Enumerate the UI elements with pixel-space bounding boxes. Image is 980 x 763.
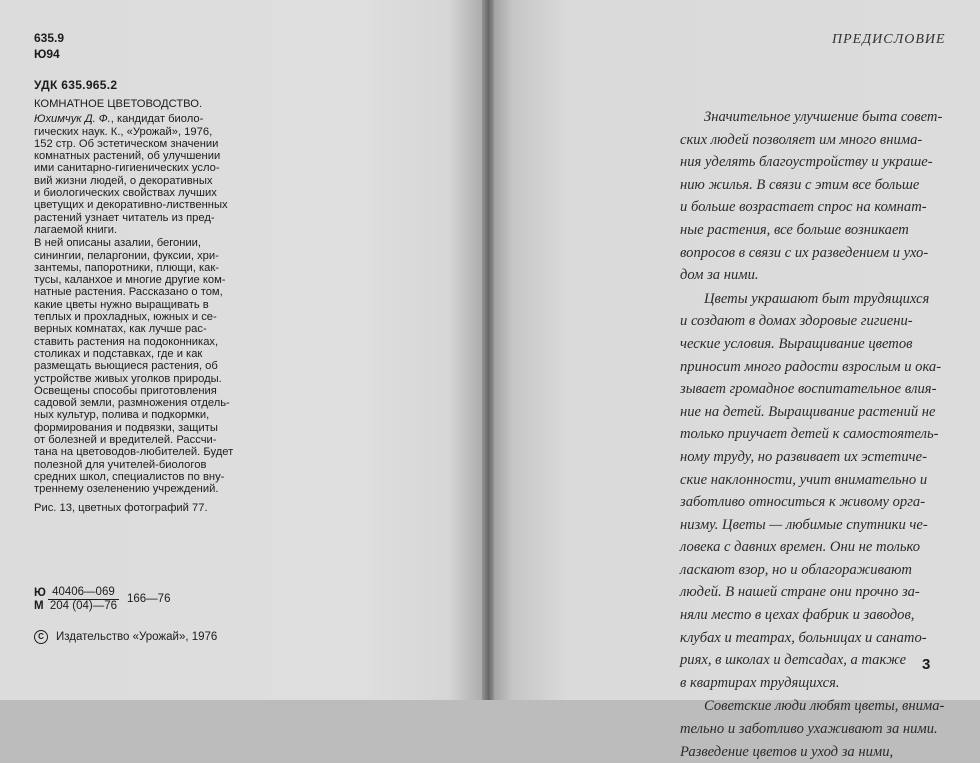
preface-line: ния уделять благоустройству и украше- [680,154,933,171]
copyright-text: Издательство «Урожай», 1976 [56,631,218,643]
preface-line: заботливо относиться к живому орга- [680,494,926,511]
code-fraction [48,586,119,613]
annotation-line: синингии, пеларгонии, фуксии, хри- [34,249,219,262]
preface-line: Значительное улучшение быта совет- [704,109,943,125]
code-suffix: 166—76 [126,593,171,605]
preface-line: ние на детей. Выращивание растений не [680,403,936,420]
preface-line: клубах и театрах, больницах и санато- [680,629,927,646]
preface-line: Разведение цветов и уход за ними, [680,743,894,760]
preface-line: ловека с давних времен. Они не только [680,539,921,556]
annotation-line: цветущих и декоративно-лиственных [34,199,228,212]
annotation-line: средних школ, специалистов по вну- [34,470,225,483]
preface-line: ласкают взор, но и облагораживают [680,561,912,578]
preface-line: только приучает детей к самостоятель- [680,426,939,443]
annotation-line: вий жизни людей, о декоративных [34,174,213,187]
annotation-line: столиках и подставках, где и как [34,347,203,360]
udk-code: УДК 635.965.2 [34,78,118,92]
annotation-line: ставить растения на подоконниках, [34,335,219,348]
annotation-line: треннему озеленению учреждений. [34,483,219,496]
author-mark: Ю94 [34,47,60,61]
preface-line: ческие условия. Выращивание цветов [680,335,913,352]
preface-line: нию жилья. В связи с этим все больше [680,176,920,193]
preface-line: вопросов в связи с их разведением и ухо- [680,244,929,261]
preface-line: Цветы украшают быт трудящихся [704,290,930,307]
preface-line: ному труду, но развивает их эстетиче- [680,448,927,465]
code-letter-top: Ю [34,586,46,599]
copyright-icon: C [34,630,48,644]
annotation-line: 152 стр. Об эстетическом значении [34,137,219,150]
annotation-line: лагаемой книги. [34,223,118,236]
annotation-line: верных комнатах, как лучше рас- [34,323,207,336]
preface-line: и больше возрастает спрос на комнат- [680,199,927,216]
annotation-line: от болезней и вредителей. Рассчи- [34,434,217,447]
left-page [0,0,488,700]
annotation-line: натные растения. Рассказано о том, [34,286,223,299]
preface-line: тельно и заботливо ухаживают за ними. [680,721,938,738]
copyright-line [34,630,217,644]
preface-line: дом за ними. [680,267,759,284]
annotation-line: какие цветы нужно выращивать в [34,298,209,311]
annotation-line: В ней описаны азалии, бегонии, [34,237,202,250]
preface-line: приносит много радости взрослым и ока- [680,358,942,375]
annotation-line: Освещены способы приготовления [34,384,217,397]
code-letter-bottom: М [34,599,44,612]
annotation-line: теплых и прохладных, южных и се- [34,311,217,324]
classification-codes [34,30,64,62]
publication-code [34,586,170,613]
annotation-line: тана на цветоводов-любителей. Будет [34,446,234,459]
preface-text [680,106,945,763]
annotation-line: ных культур, полива и подкормки, [34,409,210,422]
annotation-line: Юхимчук Д. Ф., кандидат биоло- [34,113,204,126]
preface-line: ских людей позволяет им много внима- [680,131,923,148]
annotation-line: и биологических свойствах лучших [34,187,217,200]
preface-line: в квартирах трудящихся. [680,674,840,691]
annotation-line: растений узнает читатель из пред- [34,211,215,224]
running-head: ПРЕДИСЛОВИЕ [832,32,946,47]
preface-line: зывает громадное воспитательное влия- [680,381,937,398]
annotation-line: устройстве живых уголков природы. [34,372,222,385]
annotation-line: комнатных растений, об улучшении [34,150,221,163]
annotation [34,98,234,514]
preface-line: низму. Цветы — любимые спутники че- [680,516,928,533]
code-denominator: 204 (04)—76 [49,600,117,612]
figures-note: Рис. 13, цветных фотографий 77. [34,501,208,514]
annotation-line: размещать вьющиеся растения, об [34,360,218,373]
preface-line: и создают в домах здоровые гигиени- [680,313,913,330]
annotation-line: полезной для учителей-биологов [34,458,207,471]
preface-line: ные растения, все больше возникает [680,221,909,238]
book-title: КОМНАТНОЕ ЦВЕТОВОДСТВО. [34,98,203,110]
annotation-line: тусы, каланхое и многие другие ком- [34,274,226,287]
annotation-line: ими санитарно-гигиенических усло- [34,162,220,175]
preface-line: Советские люди любят цветы, внима- [704,698,945,715]
page-number: 3 [922,656,931,673]
preface-line: ские наклонности, учит внимательно и [680,471,928,488]
preface-line: няли место в цехах фабрик и заводов, [680,607,915,624]
annotation-line: гических наук. К., «Урожай», 1976, [34,125,213,138]
preface-line: людей. В нашей стране они прочно за- [680,584,920,601]
classification-code: 635.9 [34,31,65,45]
preface-line: риях, в школах и детсадах, а также [680,652,907,669]
annotation-line: садовой земли, размножения отдель- [34,397,230,410]
code-numerator: 40406—069 [48,586,119,600]
annotation-line: формирования и подвязки, защиты [34,421,218,434]
annotation-line: зантемы, папоротники, плющи, как- [34,261,219,274]
book-spine [482,0,494,700]
